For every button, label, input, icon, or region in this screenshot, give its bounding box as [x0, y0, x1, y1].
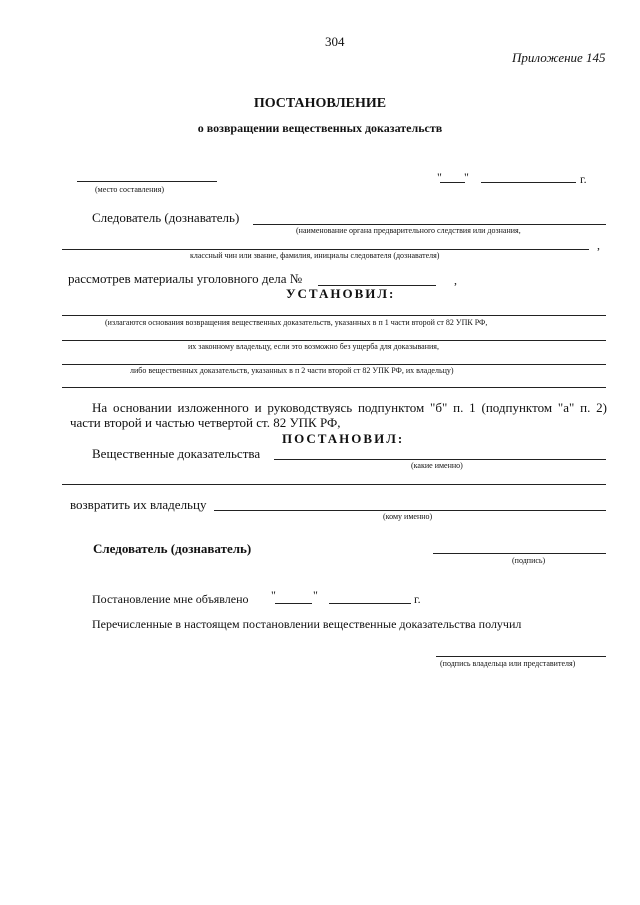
- return-caption: (кому именно): [383, 512, 433, 521]
- announced-month-line[interactable]: [329, 603, 411, 604]
- evidence-line-2[interactable]: [62, 484, 606, 485]
- evidence-caption: (какие именно): [411, 461, 463, 470]
- decided-heading: ПОСТАНОВИЛ:: [282, 431, 405, 446]
- return-owner-line[interactable]: [214, 510, 606, 511]
- page-number: 304: [325, 34, 345, 49]
- received-signature-line[interactable]: [436, 656, 606, 657]
- case-comma: ,: [454, 273, 457, 287]
- investigator-label: Следователь (дознаватель): [92, 210, 240, 225]
- signature-line[interactable]: [433, 553, 606, 554]
- signature-caption: (подпись): [512, 556, 546, 565]
- investigator-comma: ,: [597, 238, 600, 252]
- basis-paragraph: На основании изложенного и руководствуясь подпунктом "б" п. 1 (подпунктом "а" п. 2) части второй и частью четвертой ст. 82 УПК РФ,: [70, 400, 607, 430]
- established-line-4[interactable]: [62, 387, 606, 388]
- announced-label: Постановление мне объявлено: [92, 592, 249, 606]
- case-label: рассмотрев материалы уголовного дела №: [68, 271, 303, 286]
- established-caption-1: (излагаются основания возвращения вещественных доказательств, указанных в п 1 части второй ст 82 УПК РФ,: [105, 318, 488, 327]
- return-label: возвратить их владельцу: [70, 497, 207, 512]
- investigator-caption-2: классный чин или звание, фамилия, инициалы следователя (дознавателя): [190, 251, 440, 260]
- evidence-line-1[interactable]: [274, 459, 606, 460]
- investigator-name-line[interactable]: [62, 249, 589, 250]
- established-caption-2: их законному владельцу, если это возможно без ущерба для доказывания,: [188, 342, 439, 351]
- document-title: ПОСТАНОВЛЕНИЕ: [253, 96, 387, 111]
- investigator-caption-1: (наименование органа предварительного следствия или дознания,: [296, 226, 521, 235]
- evidence-label: Вещественные доказательства: [92, 446, 261, 461]
- date-day-line[interactable]: [440, 182, 465, 183]
- appendix-label: Приложение 145: [512, 50, 606, 65]
- place-caption: (место составления): [95, 185, 164, 194]
- investigator-org-line[interactable]: [253, 224, 606, 225]
- established-line-1[interactable]: [62, 315, 606, 316]
- established-caption-3: либо вещественных доказательств, указанных в п 2 части второй ст 82 УПК РФ, их владельцу): [130, 366, 454, 375]
- established-line-3[interactable]: [62, 364, 606, 365]
- date-month-line[interactable]: [481, 182, 576, 183]
- place-line[interactable]: [77, 181, 217, 182]
- established-line-2[interactable]: [62, 340, 606, 341]
- signature-label: Следователь (дознаватель): [93, 541, 252, 556]
- announced-quote-close: ": [313, 588, 318, 602]
- document-subtitle: о возвращении вещественных доказательств: [197, 121, 443, 135]
- established-heading: УСТАНОВИЛ:: [286, 286, 396, 301]
- announced-quote-open: ": [271, 588, 276, 602]
- announced-year-suffix: г.: [414, 592, 421, 606]
- date-quote-close: ": [464, 170, 469, 184]
- received-caption: (подпись владельца или представителя): [440, 659, 576, 668]
- date-quote-open: ": [437, 170, 442, 184]
- announced-day-line[interactable]: [275, 603, 312, 604]
- date-year-suffix: г.: [580, 172, 587, 186]
- received-text: Перечисленные в настоящем постановлении вещественные доказательства получил: [92, 617, 522, 631]
